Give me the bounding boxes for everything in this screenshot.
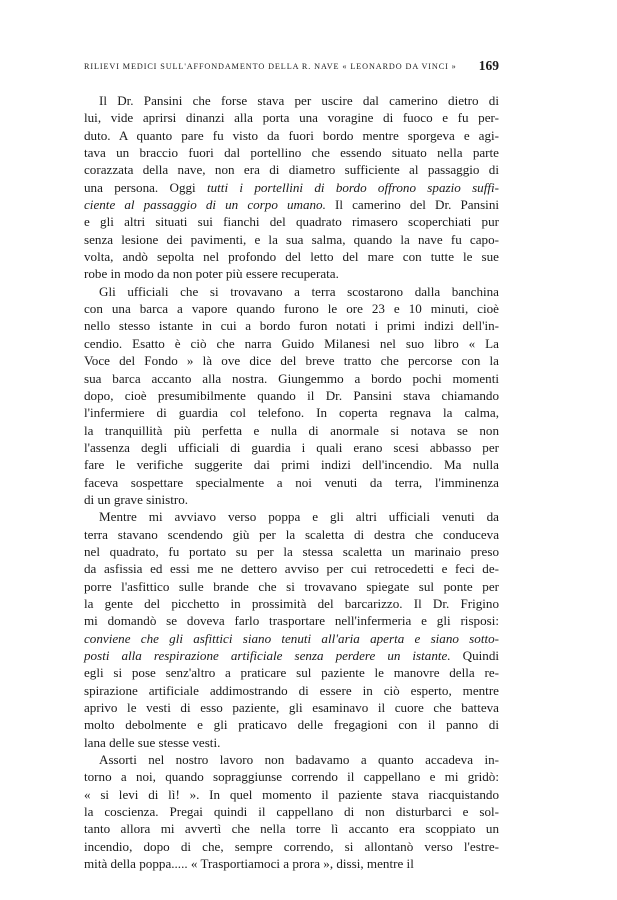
text-run: torno a noi, quando sopraggiunse correndo il cappellano e mi gridò: [84,769,499,785]
text-line [84,352,499,369]
text-line [84,647,499,664]
text-line [84,196,499,213]
text-run: mi domandò se doveva farlo trasportare nell'infermeria e gli risposi: [84,613,499,629]
text-run: duto. A quanto pare fu visto da fuori bordo mentre sporgeva e agi- [84,127,499,143]
italic-text: posti alla respirazione artificiale senza perdere un istante. [84,648,451,663]
text-run: spirazione artificiale addimostrando di essere in ciò esperto, mentre [84,682,499,698]
text-run: nel quadrato, fu portato su per la stessa scaletta un marinaio preso [84,543,499,559]
text-line [84,387,499,404]
paragraph [84,92,499,283]
text-line [84,404,499,421]
text-run: molto debolmente e gli praticavo delle fregagioni con il panno di [84,717,499,733]
text-line [84,716,499,733]
text-line [84,560,499,577]
text-run: una persona. Oggi [84,179,207,195]
text-run: Il Dr. Pansini che forse stava per uscire dal camerino dietro di [99,93,499,108]
text-run: tava un braccio fuori dal portellino che essendo situato nella parte [84,145,499,161]
text-line [84,422,499,439]
text-run: fare le verifiche suggerite dai primi indizi dell'incendio. Ma nulla [84,457,499,473]
text-line [84,179,499,196]
text-run: l'infermiere di guardia col telefono. In coperta regnava la calma, [84,405,499,421]
text-run: Quindi [450,648,500,663]
text-run: robe in modo da non poter più essere recuperata. [84,266,339,282]
text-line [84,630,499,647]
text-run: l'assenza degli ufficiali di guardia i quali erano scesi abbasso per [84,439,499,455]
text-run: lui, vide aprirsi dinanzi alla porta una voragine di fuoco e fu per- [84,110,499,126]
text-line [84,664,499,681]
text-run: porre l'asfittico sulle brande che si trovavano spiegate sul ponte per [84,578,499,594]
text-run: di un grave sinistro. [84,491,189,507]
text-line [84,283,499,300]
text-run: senza lesione dei pavimenti, e la sua salma, quando la nave fu capo- [84,231,499,247]
text-line [84,474,499,491]
text-line [84,265,499,282]
text-run: la gente del picchetto in prossimità del barcarizzo. Il Dr. Frigino [84,595,499,611]
text-line [84,855,499,872]
paragraph [84,508,499,751]
text-line [84,682,499,699]
text-run: aprivo le vesti di esso paziente, gli esaminavo il cuore che batteva [84,700,499,716]
text-run: corazzata della nave, non era di diametro sufficiente al passaggio di [84,162,499,178]
text-line [84,335,499,352]
text-run: la tranquillità più perfetta e nulla di anormale si notava se non [84,422,499,438]
text-run: sua barca accanto alla nostra. Giungemmo a bordo pochi momenti [84,370,499,386]
text-line [84,161,499,178]
text-line [84,734,499,751]
text-line [84,768,499,785]
text-run: da asfissia ed essi me ne dettero avviso per cui retrocedetti e feci de- [84,561,499,577]
text-run: la coscienza. Pregai quindi il cappellano di non disturbarci e sol- [84,804,499,820]
text-run: Voce del Fondo » là ove dice del breve tratto che percorse con la [84,353,499,369]
text-line [84,751,499,768]
text-run: volta, andò sepolta nel profondo del letto del mare con tutte le sue [84,249,499,265]
text-line [84,595,499,612]
text-line [84,248,499,265]
text-line [84,109,499,126]
text-line [84,491,499,508]
text-line [84,699,499,716]
text-run: cendio. Esatto è ciò che narra Guido Milanesi nel suo libro « La [84,335,499,351]
text-line [84,456,499,473]
text-run: Mentre mi avviavo verso poppa e gli altri ufficiali venuti da [99,509,499,525]
text-run: faceva sospettare specialmente a noi venuti da terra, l'imminenza [84,474,499,490]
page-number: 169 [478,58,499,73]
text-line [84,838,499,855]
text-line [84,439,499,456]
text-run: con una barca a vapore quando furono le ore 23 e 10 minuti, cioè [84,301,499,317]
text-run: nello stesso istante in cui a bordo furon notati i primi indizi dell'in- [84,318,499,334]
running-title: RILIEVI MEDICI SULL'AFFONDAMENTO DELLA R. NAVE « LEONARDO DA VINCI » [84,62,457,71]
text-run: lana delle sue stesse vesti. [84,734,221,750]
text-run: Il camerino del Dr. Pansini [325,197,500,213]
text-line [84,578,499,595]
text-run: incendio, dopo di che, sempre correndo, si allontanò verso l'estre- [84,838,499,854]
paragraph [84,751,499,872]
text-line [84,526,499,543]
text-run: tanto allora mi avvertì che nella torre lì accanto era scoppiato un [84,821,499,837]
italic-text: tutti i portellini di bordo offrono spazio suffi- [206,179,499,195]
text-run: « si levi di lì! ». In quel momento il paziente stava riacquistando [84,786,499,802]
text-line [84,300,499,317]
italic-text: conviene che gli asfittici siano tenuti all'aria aperta e siano sotto- [84,630,499,646]
text-line [84,612,499,629]
text-line [84,231,499,248]
text-run: egli si pose senz'altro a praticare sul paziente le manovre della re- [84,665,499,681]
text-line [84,317,499,334]
text-line [84,543,499,560]
text-line [84,127,499,144]
text-line [84,508,499,525]
italic-text: ciente al passaggio di un corpo umano. [84,197,326,213]
text-line [84,820,499,837]
text-line [84,92,499,109]
text-line [84,786,499,803]
text-run: mità della poppa..... « Trasportiamoci a prora », dissi, mentre il [84,856,414,872]
text-run: dopo, cioè presumibilmente quando il Dr. Pansini stava chiamando [84,387,499,403]
text-run: e gli altri situati sui fianchi del quadrato rimasero scoperchiati pur [84,214,499,230]
text-line [84,144,499,161]
text-line [84,370,499,387]
text-line [84,213,499,230]
text-line [84,803,499,820]
text-run: Assorti nel nostro lavoro non badavamo a quanto accadeva in- [99,752,499,768]
text-run: Gli ufficiali che si trovavano a terra scostarono dalla banchina [99,283,499,299]
body-text [84,92,499,872]
text-run: terra stavano scendendo giù per la scaletta di destra che conduceva [84,526,499,542]
paragraph [84,283,499,508]
